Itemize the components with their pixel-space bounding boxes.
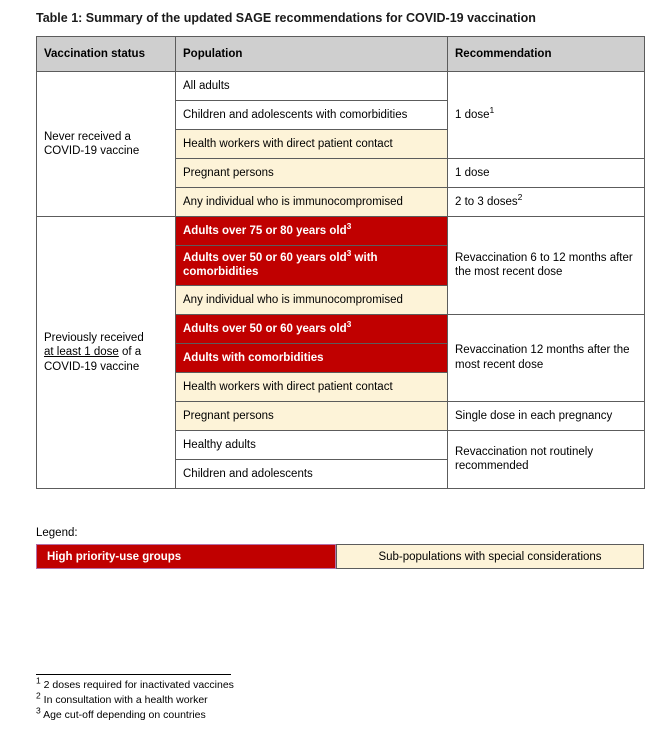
table-body: [37, 72, 645, 489]
table-header-row: [37, 37, 645, 72]
table-header: [37, 37, 645, 72]
footnote-marker: 3: [346, 248, 352, 259]
status-line-4: COVID-19 vaccine: [44, 360, 140, 373]
recommendation-cell: Revaccination 6 to 12 months after the most recent dose: [448, 217, 645, 315]
footnote-marker-3: 3: [36, 705, 41, 716]
population-cell: Pregnant persons: [176, 159, 448, 188]
footnote-3: [36, 705, 636, 723]
footnote-marker-1: 1: [36, 675, 41, 686]
population-cell: Health workers with direct patient contact: [176, 130, 448, 159]
population-text: Adults over 75 or 80 years old: [183, 224, 347, 237]
table-row: [37, 217, 645, 246]
population-cell: Adults with comorbidities: [176, 343, 448, 372]
footnote-2: [36, 690, 636, 708]
column-header-vaccination-status: Vaccination status: [37, 37, 176, 72]
recommendation-text: 2 to 3 doses: [455, 195, 518, 208]
recommendation-cell: [448, 188, 645, 217]
column-header-recommendation: Recommendation: [448, 37, 645, 72]
recommendation-cell: 1 dose: [448, 159, 645, 188]
footnote-marker: 1: [489, 104, 495, 115]
footnote-1-text: 2 doses required for inactivated vaccines: [40, 679, 234, 691]
recommendation-text: 1 dose: [455, 108, 490, 121]
legend-high-priority: High priority-use groups: [36, 544, 336, 569]
population-cell: Children and adolescents with comorbidities: [176, 101, 448, 130]
footnote-2-text: In consultation with a health worker: [40, 693, 208, 706]
status-cell-previously-received: [37, 217, 176, 489]
recommendation-cell: Revaccination not routinely recommended: [448, 430, 645, 488]
footnotes: [36, 675, 636, 723]
legend-label: Legend:: [36, 527, 78, 539]
population-cell: Any individual who is immunocompromised: [176, 188, 448, 217]
footnote-marker: 3: [346, 220, 352, 231]
population-cell: [176, 246, 448, 286]
table-caption: Table 1: Summary of the updated SAGE recommendations for COVID-19 vaccination: [36, 11, 536, 25]
population-text-suffix: with comorbidities: [183, 252, 378, 279]
population-cell: Health workers with direct patient contact: [176, 372, 448, 401]
recommendation-cell: Single dose in each pregnancy: [448, 401, 645, 430]
population-cell: Healthy adults: [176, 430, 448, 459]
population-cell: Any individual who is immunocompromised: [176, 285, 448, 314]
column-header-population: Population: [176, 37, 448, 72]
footnote-divider: [36, 674, 231, 675]
legend-special-considerations: Sub-populations with special considerations: [336, 544, 644, 569]
footnote-marker: 3: [346, 318, 352, 329]
table-row: [37, 72, 645, 101]
legend: [36, 544, 644, 569]
population-cell: Pregnant persons: [176, 401, 448, 430]
status-line-2: at least 1 dose: [44, 346, 119, 359]
status-line-3: of a: [118, 346, 142, 359]
population-cell: All adults: [176, 72, 448, 101]
recommendation-cell: [448, 72, 645, 159]
footnote-marker: 2: [517, 191, 523, 202]
footnote-3-text: Age cut-off depending on countries: [40, 708, 206, 721]
population-cell: [176, 314, 448, 343]
footnote-1: [36, 675, 636, 693]
status-cell-never-received: Never received a COVID-19 vaccine: [37, 72, 176, 217]
recommendations-table: [36, 36, 645, 489]
population-cell: [176, 217, 448, 246]
footnote-marker-2: 2: [36, 690, 41, 701]
population-cell: Children and adolescents: [176, 459, 448, 488]
status-line-1: Previously received: [44, 331, 144, 344]
recommendation-cell: Revaccination 12 months after the most recent dose: [448, 314, 645, 401]
population-text: Adults over 50 or 60 years old: [183, 322, 347, 335]
population-text: Adults over 50 or 60 years old: [183, 252, 347, 264]
